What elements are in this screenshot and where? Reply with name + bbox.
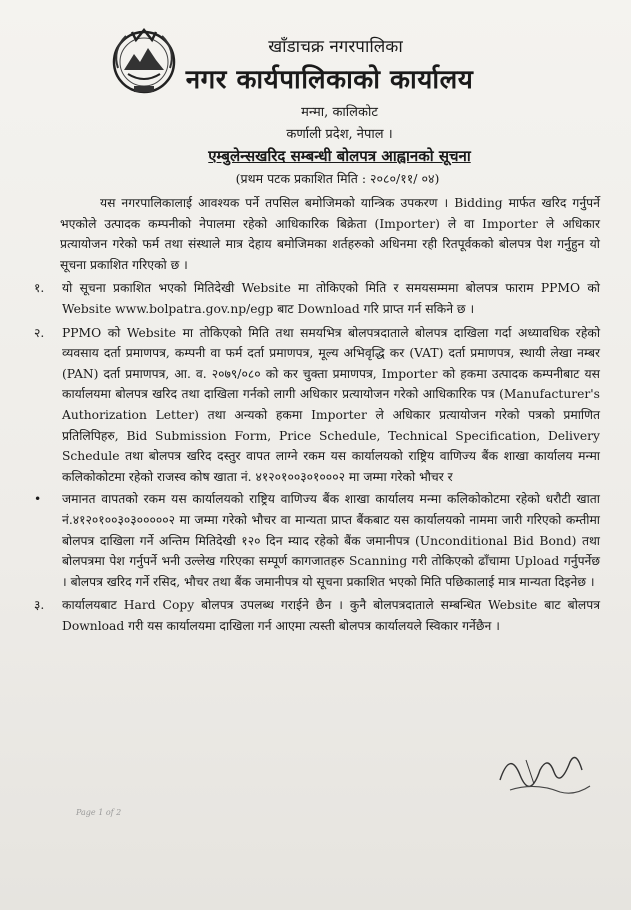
address-line-2: कर्णाली प्रदेश, नेपाल । [286,127,393,142]
item-number: ३. [34,598,45,613]
notice-subtitle: (प्रथम पटक प्रकाशित मिति : २०८०/११/ ०४) [235,171,440,186]
intro-paragraph: यस नगरपालिकालाई आवश्यक पर्ने तपसिल बमोजिमको यान्त्रिक उपकरण । Bidding मार्फत खरिद गर्नुपर्ने भएकोले उत्पादक कम्पनीको नेपालमा रहेको आधिकारिक बिक्रेता (Importer) ले वा Importer ले अधिकार प्रत्यायोजन गरेको फर्म तथा संस्थाले मात्र देहाय बमोजिमका शर्तहरुको अधिनमा रही रितपूर्वकको बोलपत्र पेश गर्नुहुन यो सूचना प्रकाशित गरिएको छ । [60,196,600,272]
notice-title: एम्बुलेन्सखरिद सम्बन्धी बोलपत्र आह्वानको सूचना [208,147,471,165]
list-item [34,323,600,488]
item-text: PPMO को Website मा तोकिएको मिति तथा समयभित्र बोलपत्रदाताले बोलपत्र दाखिला गर्दा अध्यावधिक रहेको व्यवसाय दर्ता प्रमाणपत्र, कम्पनी वा फर्म दर्ता प्रमाणपत्र, मूल्य अभिवृद्धि कर (VAT) दर्ता प्रमाणपत्र, स्थायी लेखा नम्बर (PAN) दर्ता प्रमाणपत्र, आ. व. २०७९/०८० को कर चुक्ता प्रमाणपत्र, Importer को हकमा उत्पादक कम्पनीबाट यस कार्यालयमा बोलपत्र खरिद तथा दाखिला गर्नको लागी अधिकार प्रत्यायोजन गरेको आधिकारिक पत्र (Manufacturer's Authorization Letter) तथा अन्यको हकमा Importer ले अधिकार प्रत्यायोजन गरेको पत्रको प्रमाणित प्रतिलिपिहरु, Bid Submission Form, Price Schedule, Technical Specification, Delivery Schedule तथा बोलपत्र खरिद दस्तुर वापत लाग्ने रकम यस कार्यालयको राष्ट्रिय वाणिज्य बैंक शाखा कार्यालय मन्मा कलिकोकोटमा रहेको राजस्व कोष खाता नं. ४१२०१००३०१०००२ मा जम्मा गरेको भौचर र [62,325,600,484]
office-name: नगर कार्यपालिकाको कार्यालय [185,65,474,95]
item-text: जमानत वापतको रकम यस कार्यालयको राष्ट्रिय वाणिज्य बैंक शाखा कार्यालय मन्मा कलिकोकोटमा रहेको धरौटी खाता नं.४१२०१००३०३०००००२ मा जम्मा गरेको भौचर वा मान्यता प्राप्त बैंकबाट यस कार्यालयको नाममा जारी गरिएको कम्तीमा बोलपत्र दाखिला गर्ने अन्तिम मितिदेखी १२० दिन म्याद रहेको बैंक जमानीपत्र (Unconditional Bid Bond) तथा बोलपत्रमा पेश गर्नुपर्ने भनी उल्लेख गरिएका सम्पूर्ण कागजातहरु Scanning गरी तोकिएको ढाँचामा Upload गर्नुपर्नेछ । बोलपत्र खरिद गर्ने रसिद, भौचर तथा बैंक जमानीपत्र यो सूचना प्रकाशित भएको मिति पछिकालाई मात्र मान्यता दिइनेछ । [62,492,600,589]
item-text: कार्यालयबाट Hard Copy बोलपत्र उपलब्ध गराईने छैन । कुनै बोलपत्रदाताले सम्बन्धित Website बाट बोलपत्र Download गरी यस कार्यालयमा दाखिला गर्न आएमा त्यस्ती बोलपत्र कार्यालयले स्विकार गर्नेछैन । [62,598,600,633]
page-number: Page 1 of 2 [76,808,122,817]
item-number: १. [34,281,45,296]
list-item [34,595,600,636]
item-number: २. [34,325,45,340]
notice-body [34,193,600,636]
item-bullet: • [34,492,42,507]
item-text: यो सूचना प्रकाशित भएको मितिदेखी Website मा तोकिएको मिति र समयसम्ममा बोलपत्र फाराम PPMO को Website www.bolpatra.gov.np/egp बाट Download गरि प्राप्त गर्न सकिने छ । [62,281,600,316]
signature-icon [490,740,600,810]
list-item [34,278,600,319]
address-line-1: मन्मा, कालिकोट [301,105,378,120]
list-item [34,489,600,592]
municipality-name: खाँडाचक्र नगरपालिका [268,37,403,57]
